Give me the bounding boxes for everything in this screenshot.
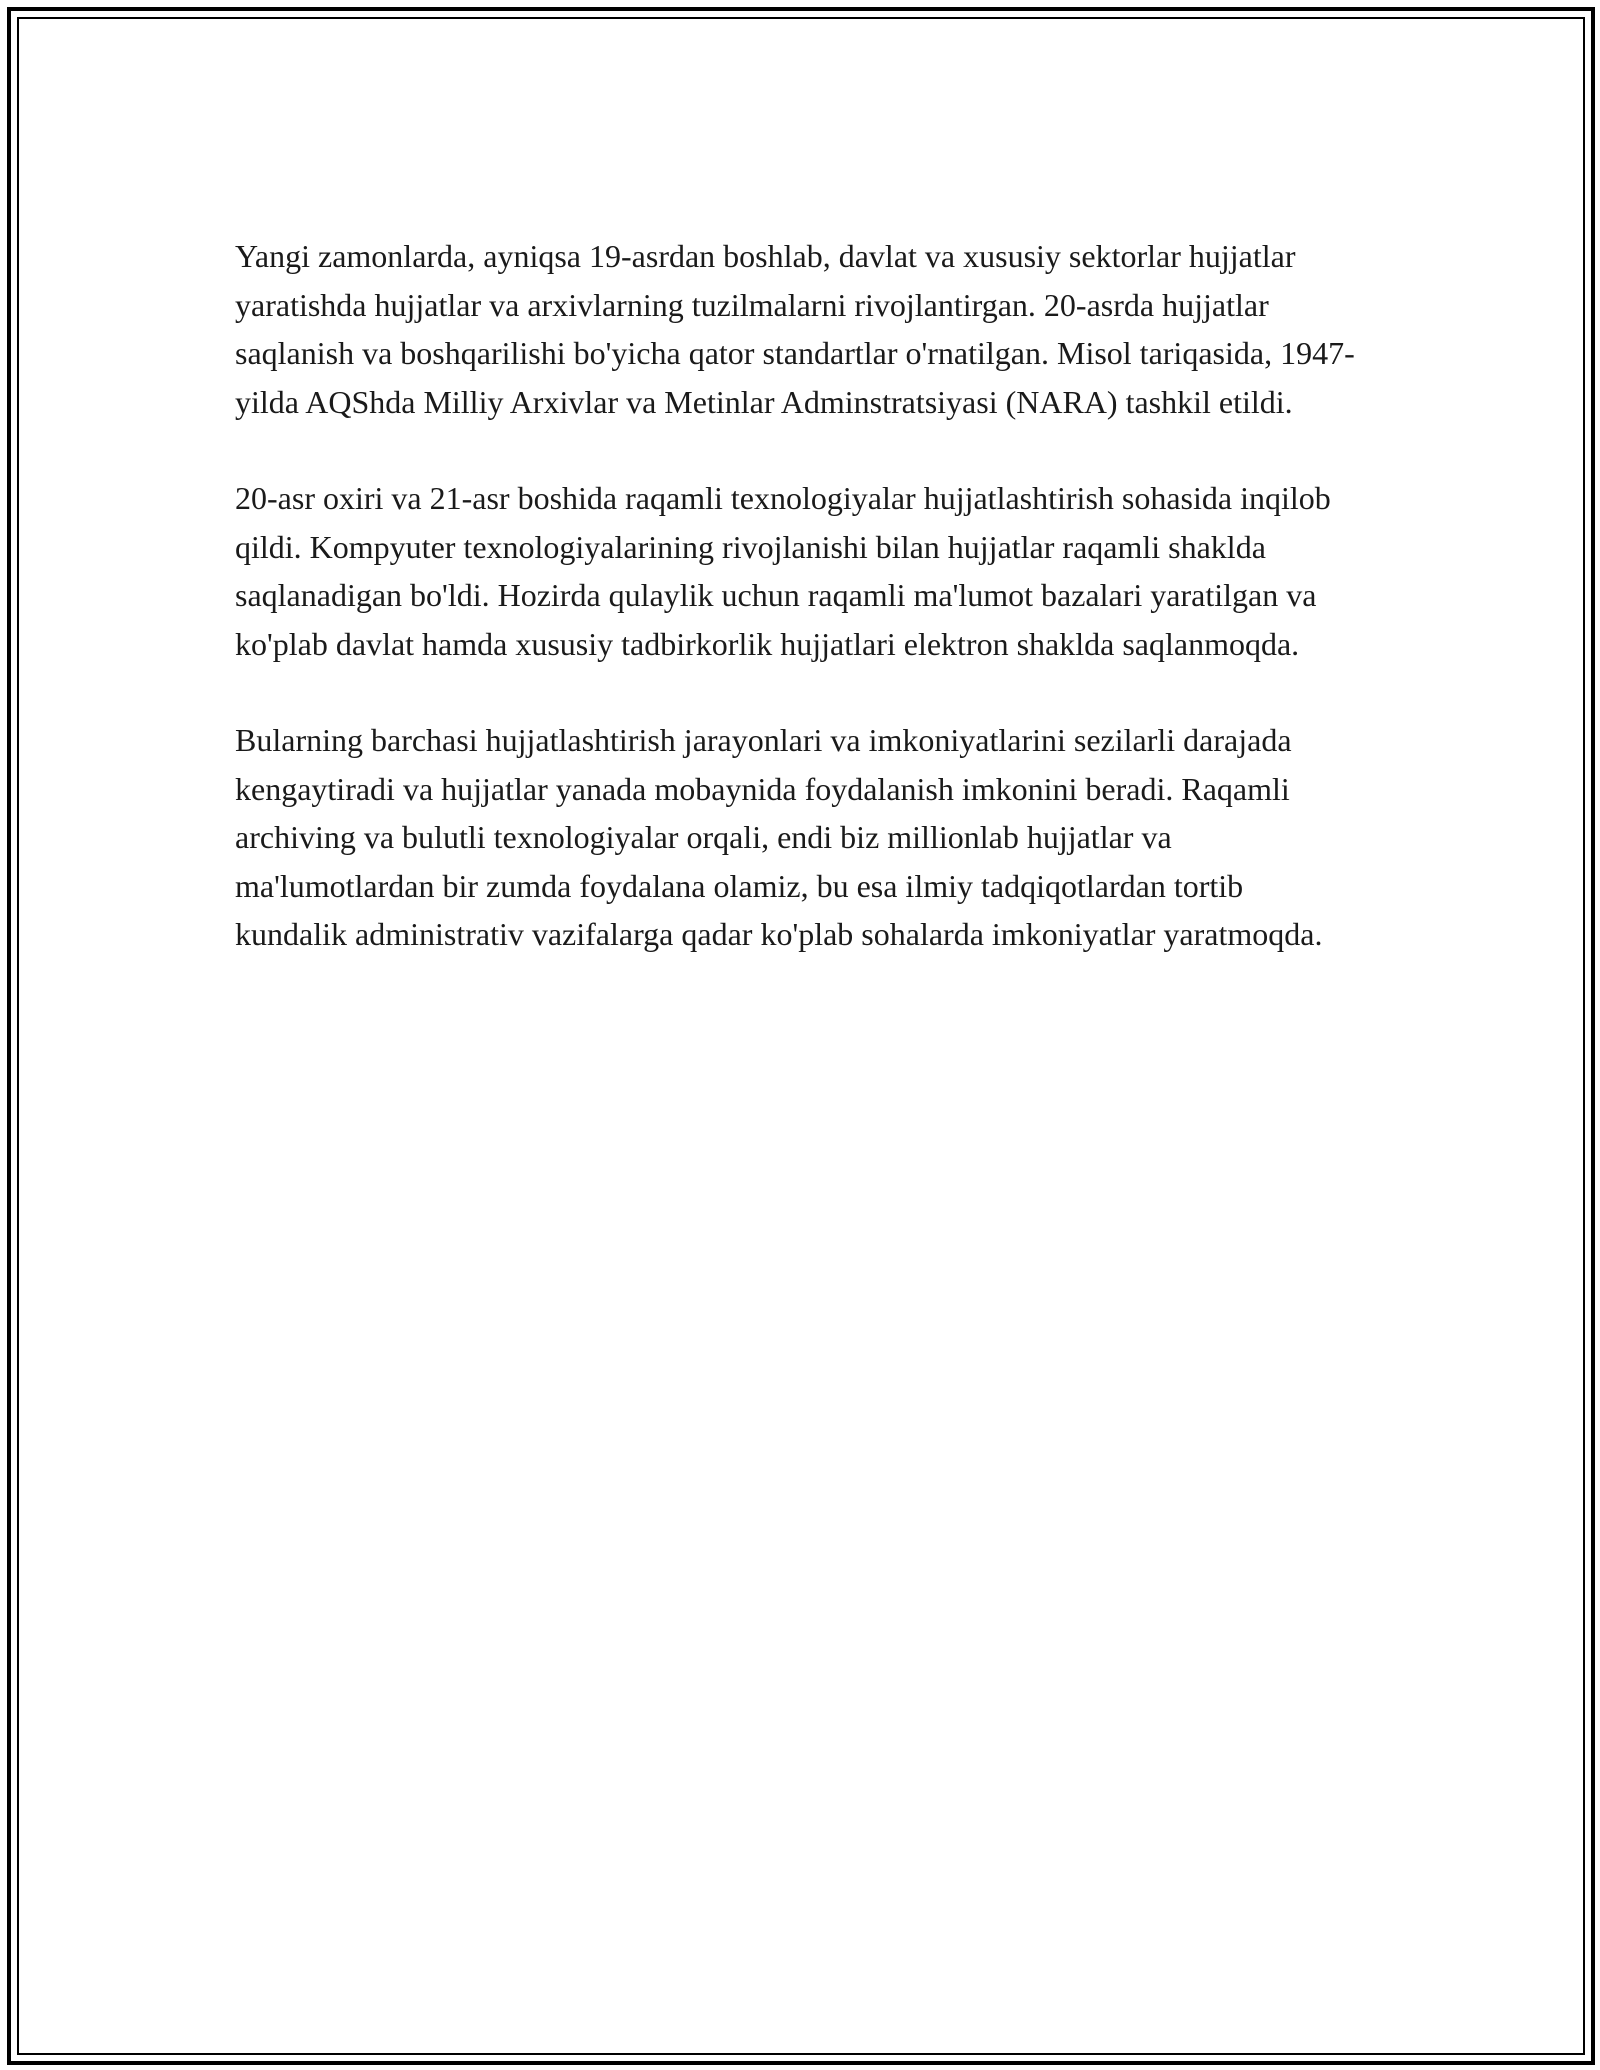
paragraph-3: Bularning barchasi hujjatlashtirish jarayonlari va imkoniyatlarini sezilarli darajada kengaytiradi va hujjatlar yanada mobaynida foydalanish imkonini beradi. Raqamli archiving va bulutli texnologiyalar orqali, endi biz millionlab hujjatlar va ma'lumotlardan bir zumda foydalana olamiz, bu esa ilmiy tadqiqotlardan tortib kundalik administrativ vazifalarga qadar ko'plab sohalarda imkoniyatlar yaratmoqda. [235,722,1323,952]
paragraph-2: 20-asr oxiri va 21-asr boshida raqamli texnologiyalar hujjatlashtirish sohasida inqilob qildi. Kompyuter texnologiyalarining rivojlanishi bilan hujjatlar raqamli shaklda saqlanadigan bo'ldi. Hozirda qulaylik uchun raqamli ma'lumot bazalari yaratilgan va ko'plab davlat hamda xususiy tadbirkorlik hujjatlari elektron shaklda saqlanmoqda. [235,480,1331,662]
paragraph-1: Yangi zamonlarda, ayniqsa 19-asrdan boshlab, davlat va xususiy sektorlar hujjatlar yaratishda hujjatlar va arxivlarning tuzilmalarni rivojlantirgan. 20-asrda hujjatlar saqlanish va boshqarilishi bo'yicha qator standartlar o'rnatilgan. Misol tariqasida, 1947-yilda AQShda Milliy Arxivlar va Metinlar Adminstratsiyasi (NARA) tashkil etildi. [235,238,1355,420]
document-body [235,232,1355,1007]
